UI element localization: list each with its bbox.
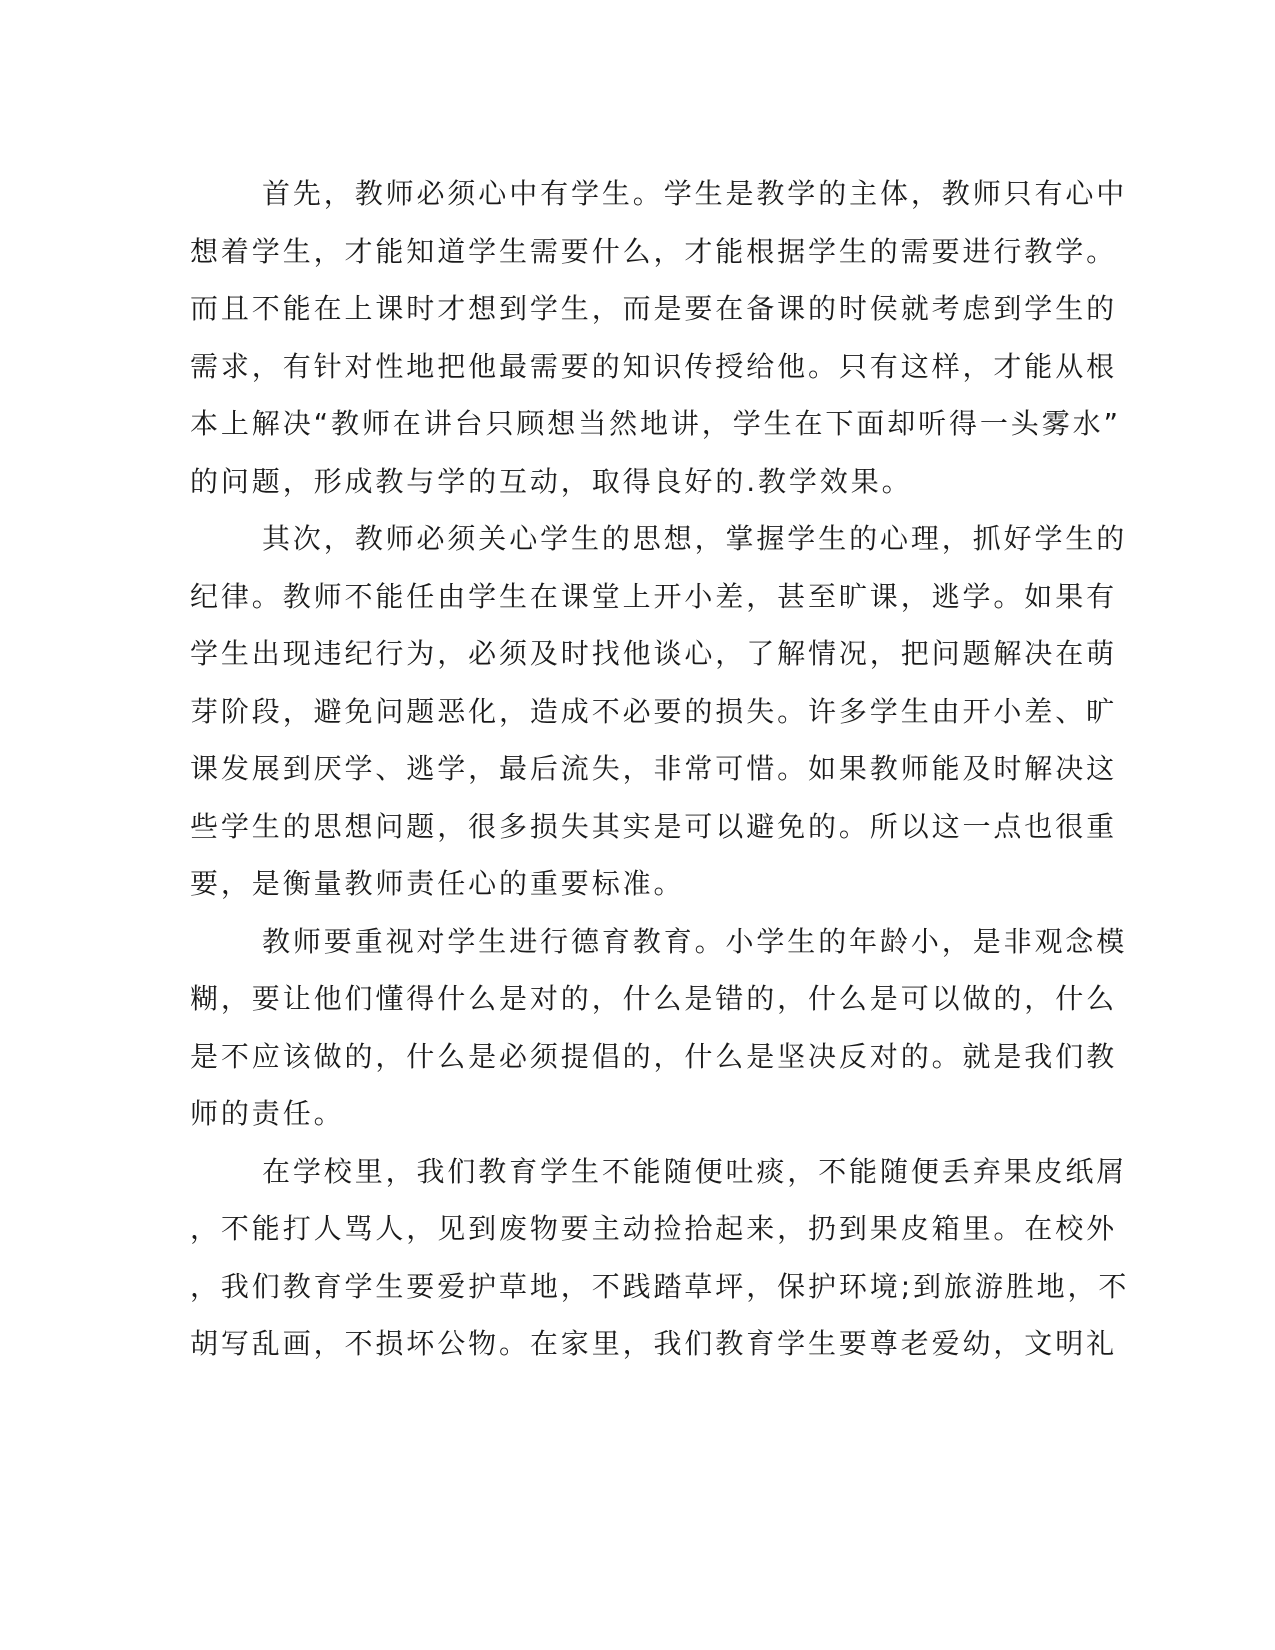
text-line: 本上解决“教师在讲台只顾想当然地讲，学生在下面却听得一头雾水”: [190, 407, 1121, 440]
text-line: 需求，有针对性地把他最需要的知识传授给他。只有这样，才能从根: [190, 349, 1118, 383]
text-line: 在学校里，我们教育学生不能随便吐痰，不能随便丢弃果皮纸屑: [262, 1154, 1128, 1188]
text-line: 芽阶段，避免问题恶化，造成不必要的损失。许多学生由开小差、旷: [190, 694, 1118, 728]
text-line: 些学生的思想问题，很多损失其实是可以避免的。所以这一点也很重: [190, 809, 1118, 843]
text-line: 教师要重视对学生进行德育教育。小学生的年龄小，是非观念模: [262, 924, 1128, 958]
text-line: 其次，教师必须关心学生的思想，掌握学生的心理，抓好学生的: [262, 522, 1128, 555]
text-line: 是不应该做的，什么是必须提倡的，什么是坚决反对的。就是我们教: [190, 1039, 1118, 1073]
text-line: 学生出现违纪行为，必须及时找他谈心，了解情况，把问题解决在萌: [190, 637, 1118, 670]
text-line: 的问题，形成教与学的互动，取得良好的.教学效果。: [190, 464, 913, 498]
text-line: 胡写乱画，不损坏公物。在家里，我们教育学生要尊老爱幼，文明礼: [190, 1327, 1118, 1360]
paragraph-1: [190, 165, 1128, 510]
text-line: ，我们教育学生要爱护草地，不践踏草坪，保护环境;到旅游胜地，不: [190, 1269, 1130, 1303]
text-line: 师的责任。: [190, 1097, 345, 1130]
text-line: 而且不能在上课时才想到学生，而是要在备课的时侯就考虑到学生的: [190, 292, 1118, 325]
text-line: 纪律。教师不能任由学生在课堂上开小差，甚至旷课，逃学。如果有: [190, 579, 1118, 613]
text-line: 要，是衡量教师责任心的重要标准。: [190, 867, 685, 900]
paragraph-4: [190, 1143, 1130, 1373]
text-line: 首先，教师必须心中有学生。学生是教学的主体，教师只有心中: [262, 177, 1128, 210]
text-line: 课发展到厌学、逃学，最后流失，非常可惜。如果教师能及时解决这: [190, 752, 1118, 785]
paragraph-2: [190, 510, 1128, 913]
paragraph-3: [190, 913, 1128, 1143]
text-line: 糊，要让他们懂得什么是对的，什么是错的，什么是可以做的，什么: [190, 982, 1118, 1015]
text-line: 想着学生，才能知道学生需要什么，才能根据学生的需要进行教学。: [190, 234, 1118, 268]
document-body: [190, 165, 1130, 1373]
text-line: ，不能打人骂人，见到废物要主动捡拾起来，扔到果皮箱里。在校外: [190, 1212, 1118, 1245]
